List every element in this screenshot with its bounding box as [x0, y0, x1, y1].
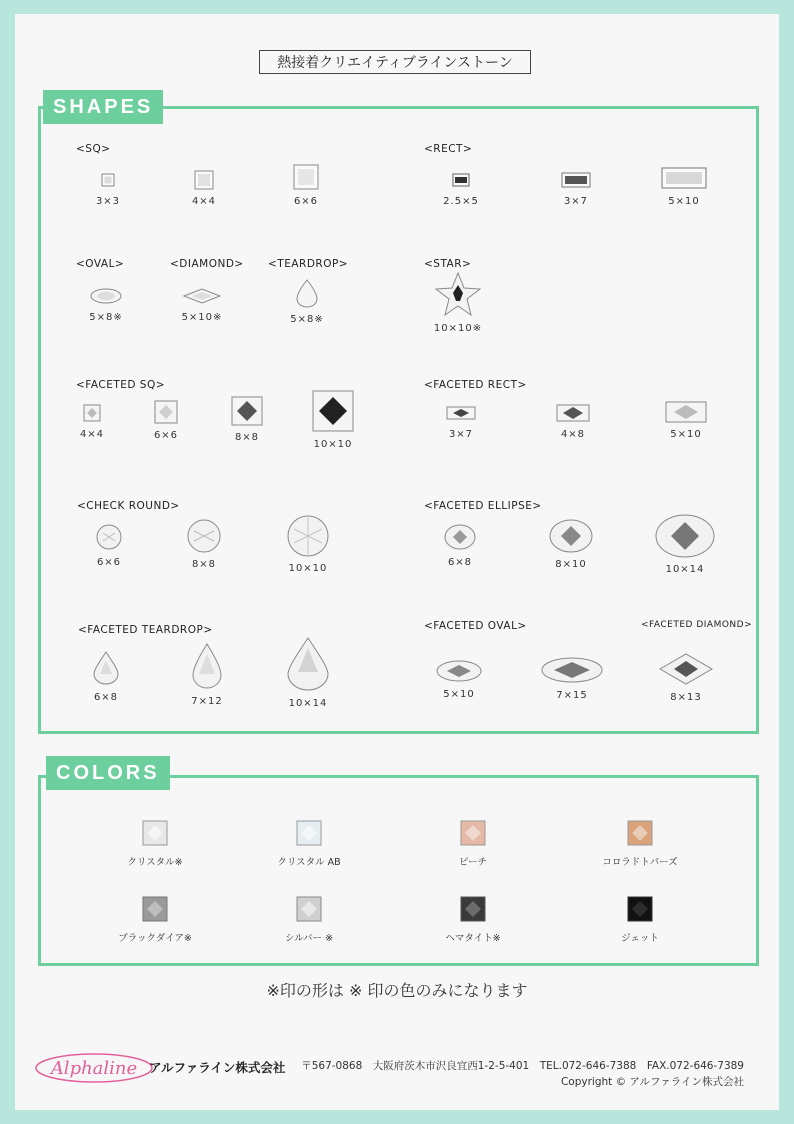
group-oval-label: <OVAL>	[76, 258, 125, 270]
gem-faceted-teardrop-7x12	[172, 642, 242, 707]
group-faceted-diamond-label: <FACETED DIAMOND>	[641, 620, 753, 630]
group-sq-label: <SQ>	[76, 143, 111, 155]
gem-sq-4x4	[169, 170, 239, 207]
shapes-section-label: SHAPES	[43, 90, 163, 124]
gem-check-round-10x10	[273, 515, 343, 574]
size-label: 5×8※	[290, 314, 324, 325]
group-teardrop-label: <TEARDROP>	[268, 258, 349, 270]
gem-faceted-sq-8x8	[212, 396, 282, 443]
color-black-diamond	[100, 896, 210, 944]
gem-sq-6x6	[271, 164, 341, 207]
color-crystal	[100, 820, 210, 868]
size-label: 8×8	[234, 432, 260, 443]
gem-faceted-teardrop-10x14	[273, 636, 343, 709]
group-diamond-label: <DIAMOND>	[170, 258, 244, 270]
size-label: 10×14	[665, 564, 705, 575]
color-name: クリスタル AB	[277, 857, 341, 868]
color-hematite	[418, 896, 528, 944]
page-title: 熱接着クリエイティブラインストーン	[259, 50, 531, 74]
copyright-text: Copyright © アルファライン株式会社	[560, 1076, 744, 1088]
size-label: 3×3	[95, 196, 121, 207]
color-name: ヘマタイト※	[445, 933, 501, 944]
color-crystal-ab	[254, 820, 364, 868]
size-label: 5×10※	[181, 312, 223, 323]
group-faceted-oval-label: <FACETED OVAL>	[424, 620, 527, 632]
size-label: 5×8※	[89, 312, 123, 323]
company-address: 〒567-0868 大阪府茨木市沢良宜西1-2-5-401 TEL.072-646-7388 FAX.072-646-7389	[301, 1060, 744, 1072]
colors-section-label: COLORS	[46, 756, 170, 790]
gem-star-10x10	[423, 271, 493, 334]
size-label: 10×10	[288, 563, 328, 574]
size-label: 10×10※	[433, 323, 483, 334]
size-label: 5×10	[670, 429, 702, 440]
size-label: 6×8	[93, 692, 119, 703]
gem-faceted-oval-7x15	[537, 656, 607, 701]
footnote: ※印の形は ※ 印の色のみになります	[266, 981, 528, 1000]
color-name: クリスタル※	[127, 857, 183, 868]
gem-faceted-teardrop-6x8	[71, 650, 141, 703]
size-label: 7×12	[191, 696, 223, 707]
color-silver	[254, 896, 364, 944]
gem-faceted-oval-5x10	[424, 659, 494, 700]
color-name: ジェット	[621, 933, 659, 944]
size-label: 10×10	[313, 439, 353, 450]
size-label: 4×4	[191, 196, 217, 207]
gem-oval-5x8	[71, 286, 141, 323]
size-label: 3×7	[563, 196, 589, 207]
color-name: シルバー ※	[284, 933, 334, 944]
gem-rect-5x10	[649, 166, 719, 207]
size-label: 8×8	[191, 559, 217, 570]
group-star-label: <STAR>	[424, 258, 472, 270]
group-rect-label: <RECT>	[424, 143, 473, 155]
gem-rect-3x7	[541, 170, 611, 207]
size-label: 3×7	[448, 429, 474, 440]
group-check-round-label: <CHECK ROUND>	[77, 500, 180, 512]
size-label: 6×8	[447, 557, 473, 568]
size-label: 2.5×5	[443, 196, 479, 207]
color-peach	[418, 820, 528, 868]
size-label: 5×10	[668, 196, 700, 207]
size-label: 10×14	[288, 698, 328, 709]
gem-faceted-rect-4x8	[538, 403, 608, 440]
gem-rect-2-5x5	[426, 170, 496, 207]
gem-check-round-8x8	[169, 519, 239, 570]
size-label: 4×4	[79, 429, 105, 440]
catalog-page	[15, 14, 779, 1110]
gem-check-round-6x6	[74, 523, 144, 568]
color-jet	[585, 896, 695, 944]
size-label: 6×6	[96, 557, 122, 568]
group-faceted-rect-label: <FACETED RECT>	[424, 379, 527, 391]
company-name: アルファライン株式会社	[149, 1060, 286, 1075]
alphaline-logo	[33, 1050, 155, 1086]
color-name: ブラックダイア※	[118, 933, 192, 944]
gem-faceted-sq-10x10	[298, 389, 368, 450]
gem-faceted-rect-5x10	[651, 401, 721, 440]
color-colorado-topaz	[585, 820, 695, 868]
size-label: 8×10	[555, 559, 587, 570]
color-name: ピーチ	[458, 857, 488, 868]
gem-faceted-sq-4x4	[57, 403, 127, 440]
color-name: コロラドトパーズ	[602, 857, 678, 868]
size-label: 8×13	[670, 692, 702, 703]
svg-text:Alphaline: Alphaline	[50, 1058, 138, 1079]
gem-faceted-diamond-8x13	[651, 652, 721, 703]
size-label: 7×15	[556, 690, 588, 701]
gem-sq-3x3	[73, 170, 143, 207]
gem-faceted-ellipse-6x8	[425, 523, 495, 568]
group-faceted-teardrop-label: <FACETED TEARDROP>	[78, 624, 213, 636]
size-label: 6×6	[153, 430, 179, 441]
gem-faceted-ellipse-10x14	[650, 514, 720, 575]
size-label: 6×6	[293, 196, 319, 207]
size-label: 4×8	[560, 429, 586, 440]
group-faceted-ellipse-label: <FACETED ELLIPSE>	[424, 500, 542, 512]
gem-faceted-rect-3x7	[426, 403, 496, 440]
gem-faceted-ellipse-8x10	[536, 519, 606, 570]
group-faceted-sq-label: <FACETED SQ>	[76, 379, 166, 391]
size-label: 5×10	[443, 689, 475, 700]
gem-faceted-sq-6x6	[131, 400, 201, 441]
gem-diamond-5x10	[167, 286, 237, 323]
gem-teardrop-5x8	[272, 278, 342, 325]
